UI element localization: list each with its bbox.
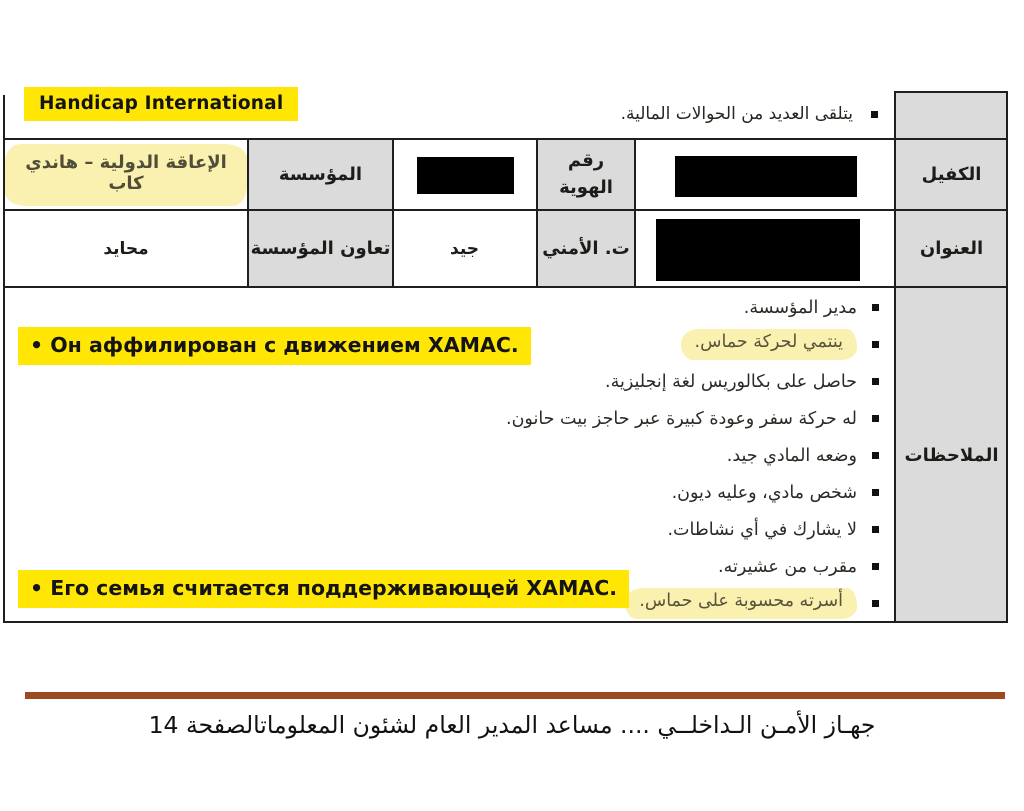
note-text: مدير المؤسسة.	[743, 297, 857, 318]
handicap-international-highlight	[24, 87, 298, 121]
note-item	[20, 400, 888, 437]
id-number-redaction	[417, 157, 514, 194]
address-redaction	[656, 219, 860, 281]
handicap-international-label: Handicap International	[24, 87, 298, 121]
note-text: مقرب من عشيرته.	[718, 556, 857, 577]
note-text: أسرته محسوبة على حماس.	[625, 588, 857, 619]
note-text: لا يشارك في أي نشاطات.	[667, 519, 857, 540]
note-item	[20, 511, 888, 548]
carryover-note-row	[621, 94, 878, 134]
label-col-top-border	[895, 91, 1008, 93]
square-bullet-icon	[871, 111, 878, 118]
square-bullet-icon	[872, 304, 879, 311]
address-label-cell: العنوان	[919, 238, 984, 259]
note-text: حاصل على بكالوريس لغة إنجليزية.	[605, 371, 857, 392]
security-class-value-cell: جيد	[450, 238, 480, 259]
square-bullet-icon	[872, 415, 879, 422]
russian-annotation-family-text: • Его семья считается поддерживающей ХАМАС.	[18, 570, 629, 608]
sponsor-label-cell: الكفيل	[921, 164, 982, 185]
note-text: ينتمي لحركة حماس.	[681, 329, 857, 360]
square-bullet-icon	[872, 600, 879, 607]
note-text: له حركة سفر وعودة كبيرة عبر حاجز بيت حانون.	[506, 408, 857, 429]
note-item	[20, 363, 888, 400]
organization-label-cell: المؤسسة	[278, 164, 363, 185]
note-text: وضعه المادي جيد.	[726, 445, 857, 466]
note-item	[20, 474, 888, 511]
label-col-empty-cell	[895, 92, 1008, 139]
square-bullet-icon	[872, 452, 879, 459]
russian-annotation-affiliation-text: • Он аффилирован с движением ХАМАС.	[18, 327, 531, 365]
org-cooperation-label-cell: تعاون المؤسسة	[250, 238, 391, 259]
square-bullet-icon	[872, 341, 879, 348]
footer-text: جهـاز الأمـن الـداخلــي .... مساعد المدير العام لشئون المعلوماتالصفحة 14	[148, 711, 876, 739]
security-class-label-cell: ت. الأمني	[542, 238, 630, 259]
notes-label-cell: الملاحظات	[904, 444, 999, 466]
note-item	[20, 289, 888, 326]
russian-annotation-family	[18, 570, 629, 608]
square-bullet-icon	[872, 526, 879, 533]
organization-value-highlight: الإعاقة الدولية – هاندي كاب	[5, 144, 247, 206]
id-number-label: رقم الهوية	[559, 150, 613, 198]
square-bullet-icon	[872, 489, 879, 496]
organization-value-cell	[5, 139, 247, 210]
org-cooperation-value-cell: محايد	[103, 238, 149, 259]
footer-divider-line	[25, 692, 1005, 699]
carryover-note-text: يتلقى العديد من الحوالات المالية.	[620, 104, 853, 124]
note-text: شخص مادي، وعليه ديون.	[671, 482, 857, 503]
note-item	[20, 437, 888, 474]
id-number-label-cell	[537, 139, 635, 210]
square-bullet-icon	[872, 563, 879, 570]
sponsor-name-redaction	[675, 156, 857, 197]
russian-annotation-affiliation	[18, 327, 531, 365]
square-bullet-icon	[872, 378, 879, 385]
